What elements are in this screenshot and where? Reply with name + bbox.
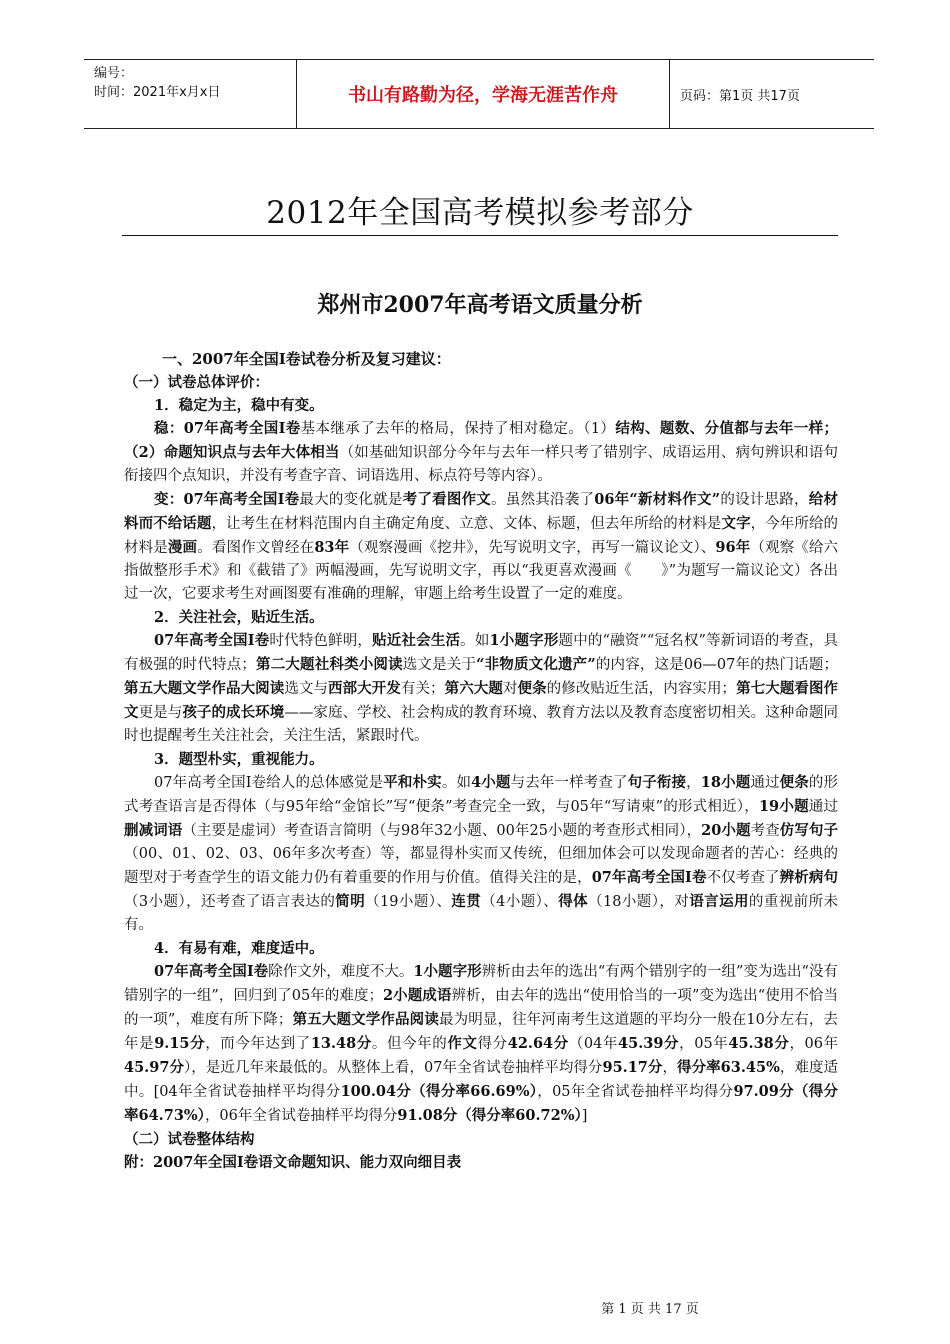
body-text: 。如 xyxy=(460,633,490,649)
document-title: 2012年全国高考模拟参考部分 xyxy=(266,195,694,231)
emphasis-text: 第五大题文学作品大阅读 xyxy=(124,680,285,697)
point-heading-3: 3．题型朴实，重视能力。 xyxy=(154,751,324,768)
emphasis-text: 第二大题社科类小阅读 xyxy=(255,656,403,673)
emphasis-text: 得体 xyxy=(558,893,589,910)
body-text: 辨析由去年的选出“有两个错别字的一组”变为选出“没有错别字的一组”，回归到了05年的难度； xyxy=(124,964,838,1004)
body-text: ），是近几年来最低的。从整体上看，07年全省试卷抽样平均得分 xyxy=(184,1060,603,1076)
emphasis-text: 作文 xyxy=(447,1035,478,1052)
emphasis-text: 91.08分（得分率60.72%） xyxy=(397,1107,582,1124)
body-text: （如基础知识部分今年与去年一样只考了错别字、成语运用、病句辨识和语句衔接四个点知识，并没有考查字音、词语选用、标点符号等内容）。 xyxy=(124,445,838,484)
footer-page-number: 第 1 页 共 17 页 xyxy=(601,1302,699,1317)
emphasis-text: 07年高考全国Ⅰ卷 xyxy=(154,632,270,649)
paragraph-difficulty xyxy=(124,960,838,1128)
body-text: 最大的变化就是 xyxy=(299,492,403,508)
header-page-info: 页码：第1页 共17页 xyxy=(680,88,800,104)
body-text: 的设计思路， xyxy=(720,492,809,508)
body-text: ， xyxy=(662,1060,678,1076)
body-text: 通过 xyxy=(808,799,839,815)
body-text: 对 xyxy=(502,681,518,697)
body-text: （观察漫画《挖井》，先写说明文字，再写一篇议论文）、 xyxy=(349,540,716,556)
emphasis-text: 漫画 xyxy=(167,539,198,556)
emphasis-text: 2小题成语 xyxy=(383,987,452,1004)
body-text: ，难度适中。[04年全省试卷抽样平均得分 xyxy=(124,1060,839,1100)
body-text: ，05年 xyxy=(679,1036,729,1052)
body-text: 的形式考查语言是否得体（与95年给“金馆长”写“便条”考查完全一致，与05年“写请柬”的形式相近）， xyxy=(124,775,839,815)
emphasis-text: 第六大题 xyxy=(444,680,503,697)
body-text: 。虽然其沿袭了 xyxy=(491,492,595,508)
body-text: ，06年 xyxy=(789,1036,839,1052)
emphasis-text: 平和朴实 xyxy=(383,774,442,791)
emphasis-text: 06年“新材料作文” xyxy=(594,491,721,508)
paragraph-stable xyxy=(124,417,838,488)
emphasis-text: 稳：07年高考全国Ⅰ卷 xyxy=(154,420,301,437)
emphasis-text: 19小题 xyxy=(758,798,809,815)
emphasis-text: 简明 xyxy=(335,893,366,910)
body-text: ，让考生在材料范围内自主确定角度、立意、文体、标题，但去年所给的材料是 xyxy=(211,516,722,532)
body-text: 。看图作文曾经在 xyxy=(197,540,315,556)
body-text: 与去年一样考查了 xyxy=(510,775,628,791)
emphasis-text: 100.04分（得分率66.69%） xyxy=(340,1083,538,1100)
body-text: 选文与 xyxy=(284,681,329,697)
body-text: 题中的“融资”“冠名权”等新词语的考查，具有极强的时代特点； xyxy=(124,633,839,673)
body-text: （00、01、02、03、06年多次考查）等，都显得朴实而又传统，但细加体会可以发现命题者的苦心：经典的题型对于考查学生的语文能力仍有着重要的作用与价值。值得关注的是， xyxy=(124,846,838,886)
appendix-heading: 附：2007年全国Ⅰ卷语文命题知识、能力双向细目表 xyxy=(124,1154,462,1171)
emphasis-text: 4小题 xyxy=(471,774,511,791)
paragraph-society xyxy=(124,629,838,748)
body-text: 基本继承了去年的格局，保持了相对稳定。（1） xyxy=(300,421,616,437)
body-text: 除作文外，难度不大。 xyxy=(268,964,414,980)
body-text: （4小题）、 xyxy=(481,894,559,910)
emphasis-text: 文字 xyxy=(721,515,751,532)
page-footer xyxy=(0,1298,950,1317)
subsection-heading-structure: （二）试卷整体结构 xyxy=(124,1131,255,1148)
body-text: ] xyxy=(581,1108,588,1124)
emphasis-text: 仿写句子 xyxy=(779,822,839,839)
body-text: ， xyxy=(686,775,701,791)
document-body xyxy=(124,348,838,1174)
emphasis-text: 45.97分 xyxy=(124,1059,184,1076)
title-underline xyxy=(122,235,838,236)
emphasis-text: 18小题 xyxy=(700,774,751,791)
emphasis-text: 语言运用 xyxy=(689,893,749,910)
emphasis-text: 辨析病句 xyxy=(779,869,839,886)
emphasis-text: 结构、题数、分值都与去年一样；（2）命题知识点与去年大体相当 xyxy=(124,420,838,461)
body-text: 的内容，这是06—07年的热门话题； xyxy=(595,657,838,673)
emphasis-text: 9.15分 xyxy=(154,1035,206,1052)
body-text: 得分 xyxy=(477,1036,508,1052)
body-text: 的修改贴近生活，内容实用； xyxy=(546,681,737,697)
paragraph-question-types xyxy=(124,771,838,937)
body-text: ，05年全省试卷抽样平均得分 xyxy=(537,1084,734,1100)
emphasis-text: 便条 xyxy=(779,774,809,791)
body-text: ——家庭、学校、社会构成的教育环境、教育方法以及教育态度密切相关。这种命题同时也提醒考生关注社会，关注生活，紧跟时代。 xyxy=(124,705,839,744)
body-text: 。如 xyxy=(441,775,472,791)
document-subtitle: 郑州市2007年高考语文质量分析 xyxy=(317,292,643,318)
body-text: ，06年全省试卷抽样平均得分 xyxy=(204,1108,398,1124)
body-text: ，今年所给的材料是 xyxy=(124,516,839,556)
emphasis-text: 孩子的成长环境 xyxy=(182,704,285,721)
emphasis-text: 1小题字形 xyxy=(413,963,482,980)
emphasis-text: 13.48分 xyxy=(310,1035,372,1052)
emphasis-text: 第五大题文学作品阅读 xyxy=(292,1011,439,1028)
paragraph-change xyxy=(124,488,838,606)
emphasis-text: 句子衔接 xyxy=(627,774,687,791)
point-heading-4: 4．有易有难，难度适中。 xyxy=(154,940,324,957)
emphasis-text: 得分率63.45% xyxy=(677,1059,780,1076)
emphasis-text: 删减词语 xyxy=(124,822,183,839)
page-header xyxy=(84,59,874,129)
header-time-label: 时间：2021年x月x日 xyxy=(94,85,221,100)
point-heading-2: 2．关注社会，贴近生活。 xyxy=(154,609,324,626)
emphasis-text: 07年高考全国Ⅰ卷 xyxy=(154,963,269,980)
emphasis-text: 变：07年高考全国Ⅰ卷 xyxy=(154,491,300,508)
body-text: ，而今年达到了 xyxy=(205,1036,311,1052)
body-text: 的重视前所未有。 xyxy=(124,894,839,933)
emphasis-text: 83年 xyxy=(314,539,350,556)
emphasis-text: 便条 xyxy=(517,680,547,697)
emphasis-text: 07年高考全国Ⅰ卷 xyxy=(591,869,707,886)
emphasis-text: 连贯 xyxy=(451,893,482,910)
body-text: （3小题），还考查了语言表达的 xyxy=(124,894,336,910)
body-text: 。但今年的 xyxy=(371,1036,448,1052)
emphasis-text: 96年 xyxy=(715,539,751,556)
emphasis-text: 42.64分 xyxy=(507,1035,569,1052)
body-text: 时代特色鲜明， xyxy=(269,633,373,649)
body-text: 不仅考查了 xyxy=(706,870,780,886)
emphasis-text: 45.39分 xyxy=(618,1035,680,1052)
emphasis-text: 95.17分 xyxy=(602,1059,663,1076)
body-text: （观察《给六指做整形手术》和《截错了》两幅漫画，先写说明文字，再以“我更喜欢漫画《 》”为题写一篇议论文）各出过一次，它要求考生对画图要有准确的理解，审题上给考生设置了一定的难度。 xyxy=(124,540,839,602)
emphasis-text: 97.09分（得分率64.73%） xyxy=(124,1083,838,1124)
header-meta xyxy=(84,60,297,128)
body-text: （18小题），对 xyxy=(588,894,690,910)
body-text: 考查 xyxy=(750,823,780,839)
point-heading-1: 1．稳定为主，稳中有变。 xyxy=(154,397,324,414)
emphasis-text: 西部大开发 xyxy=(328,680,401,697)
body-text: 通过 xyxy=(750,775,780,791)
emphasis-text: 第七大题看图作文 xyxy=(124,680,839,721)
body-text: （04年 xyxy=(568,1036,619,1052)
header-motto: 书山有路勤为径，学海无涯苦作舟 xyxy=(297,60,670,128)
body-text: （19小题）、 xyxy=(365,894,452,910)
subsection-heading-overall: （一）试卷总体评价： xyxy=(124,374,269,391)
body-text: 选文是关于 xyxy=(402,657,477,673)
emphasis-text: 给材料而不给话题 xyxy=(124,491,839,532)
emphasis-text: 贴近社会生活 xyxy=(372,632,461,649)
emphasis-text: 20小题 xyxy=(701,822,751,839)
emphasis-text: “非物质文化遗产” xyxy=(476,656,596,673)
section-heading: 一、2007年全国Ⅰ卷试卷分析及复习建议： xyxy=(162,350,451,368)
body-text: 有关； xyxy=(400,681,445,697)
body-text: 最为明显，往年河南考生这道题的平均分一般在10分左右，去年是 xyxy=(124,1012,839,1052)
body-text: 更是与 xyxy=(138,705,183,721)
header-number-label: 编号： xyxy=(94,66,134,81)
body-text: 辨析，由去年的选出“使用恰当的一项”变为选出“使用不恰当的一项”，难度有所下降； xyxy=(124,988,838,1028)
emphasis-text: 1小题字形 xyxy=(489,632,559,649)
emphasis-text: 45.38分 xyxy=(728,1035,790,1052)
emphasis-text: 考了看图作文 xyxy=(402,491,492,508)
body-text: （主要是虚词）考查语言简明（与98年32小题、00年25小题的考查形式相同）， xyxy=(182,823,702,839)
body-text: 07年高考全国Ⅰ卷给人的总体感觉是 xyxy=(154,775,384,791)
